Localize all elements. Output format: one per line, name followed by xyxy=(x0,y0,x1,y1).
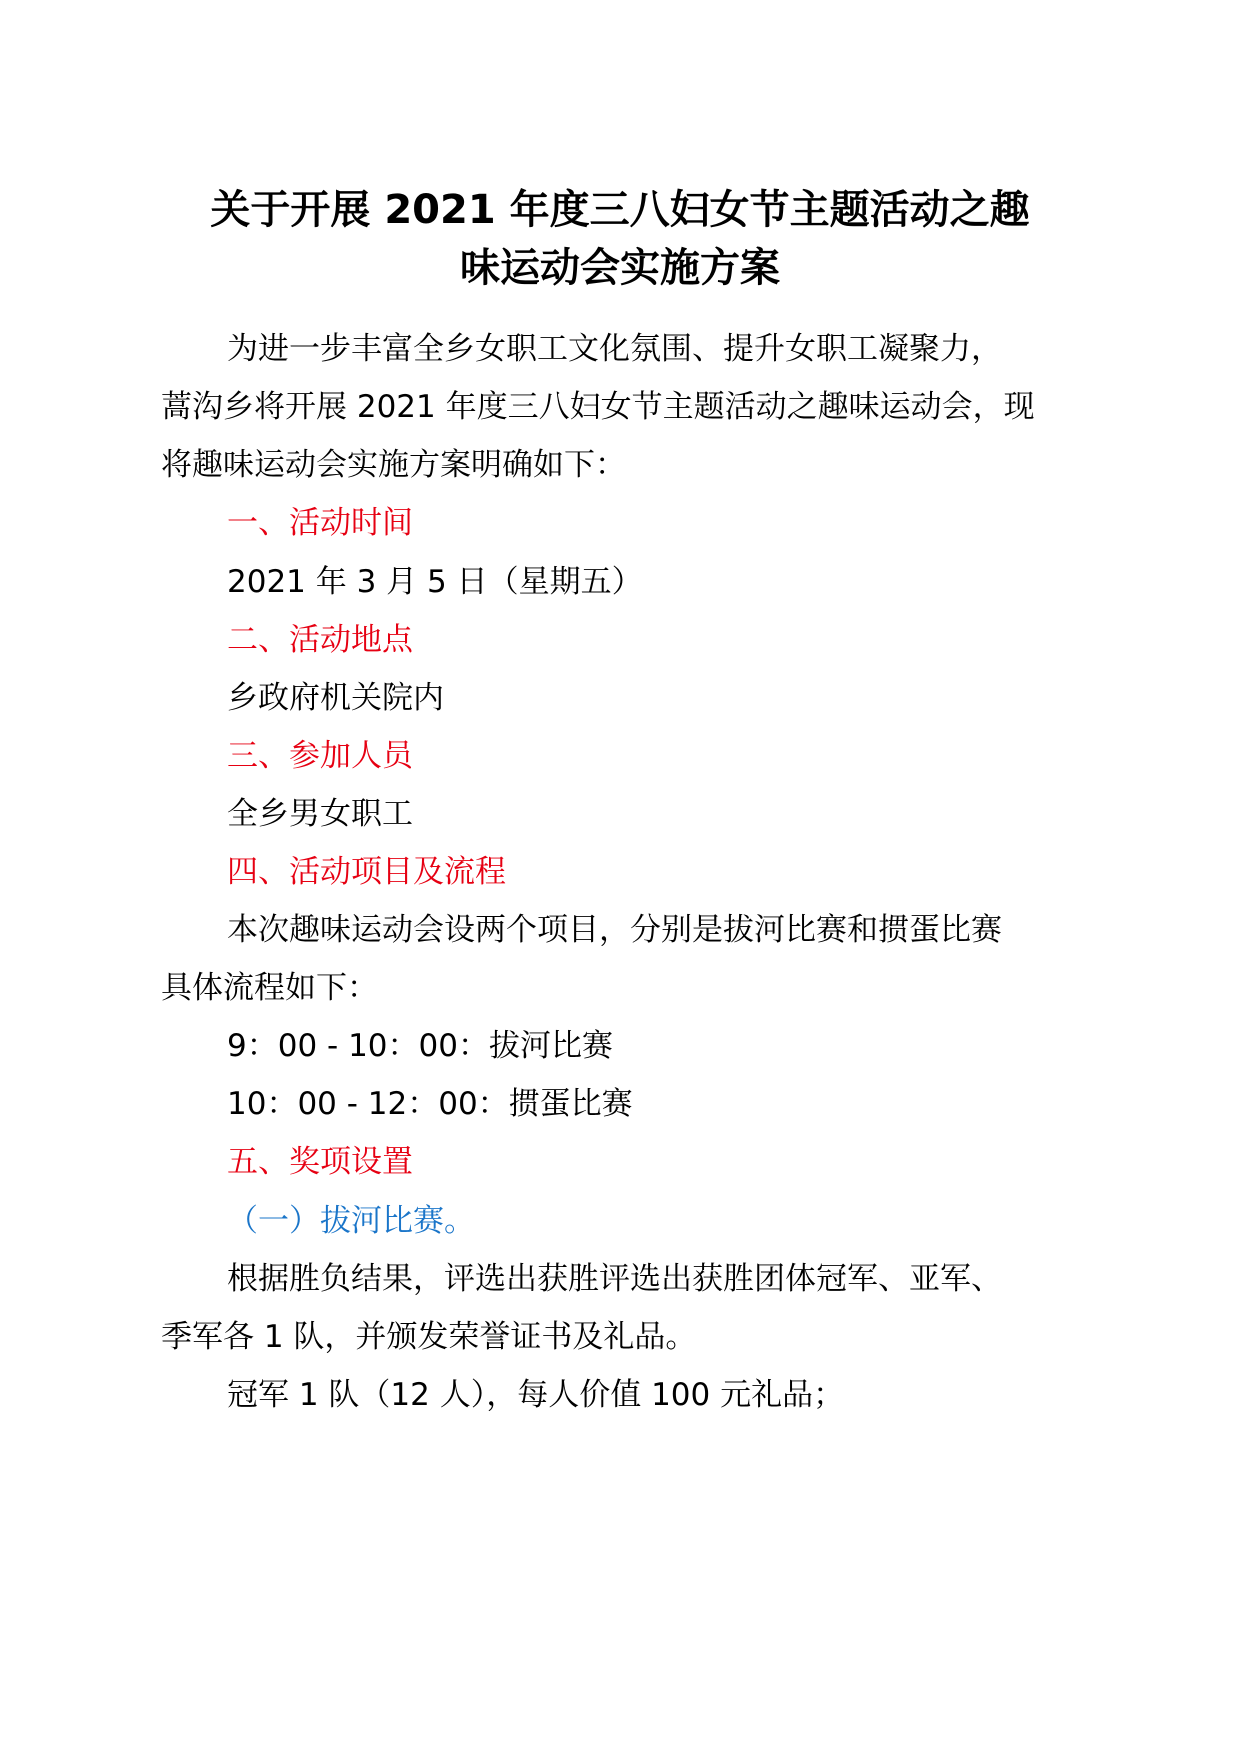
section-content-location: 乡政府机关院内 xyxy=(227,680,444,716)
intro-paragraph-line-1: 为进一步丰富全乡女职工文化氛围、提升女职工凝聚力， xyxy=(227,331,1002,367)
section-content-time: 2021 年 3 月 5 日（星期五） xyxy=(227,564,643,600)
schedule-item-tug-of-war: 9：00 - 10：00：拔河比赛 xyxy=(227,1028,613,1064)
awards-description-line-2: 季军各 1 队，并颁发荣誉证书及礼品。 xyxy=(161,1319,697,1355)
section-heading-time: 一、活动时间 xyxy=(227,505,413,541)
intro-paragraph-line-2: 蒿沟乡将开展 2021 年度三八妇女节主题活动之趣味运动会，现 xyxy=(161,389,1035,425)
subheading-tug-of-war: （一）拔河比赛。 xyxy=(227,1203,475,1239)
section-heading-participants: 三、参加人员 xyxy=(227,738,413,774)
section-content-participants: 全乡男女职工 xyxy=(227,796,413,832)
award-champion-line: 冠军 1 队（12 人），每人价值 100 元礼品； xyxy=(227,1377,845,1413)
awards-description-line-1: 根据胜负结果，评选出获胜评选出获胜团体冠军、亚军、 xyxy=(227,1261,1002,1297)
document-title-line-2: 味运动会实施方案 xyxy=(460,245,780,291)
section-heading-awards: 五、奖项设置 xyxy=(227,1144,413,1180)
document-title-line-1: 关于开展 2021 年度三八妇女节主题活动之趣 xyxy=(210,187,1030,233)
events-description-line-1: 本次趣味运动会设两个项目，分别是拔河比赛和掼蛋比赛 xyxy=(227,912,1002,948)
intro-paragraph-line-3: 将趣味运动会实施方案明确如下： xyxy=(161,447,626,483)
events-description-line-2: 具体流程如下： xyxy=(161,970,378,1006)
section-heading-location: 二、活动地点 xyxy=(227,622,413,658)
schedule-item-guandan: 10：00 - 12：00：掼蛋比赛 xyxy=(227,1086,633,1122)
section-heading-events: 四、活动项目及流程 xyxy=(227,854,506,890)
